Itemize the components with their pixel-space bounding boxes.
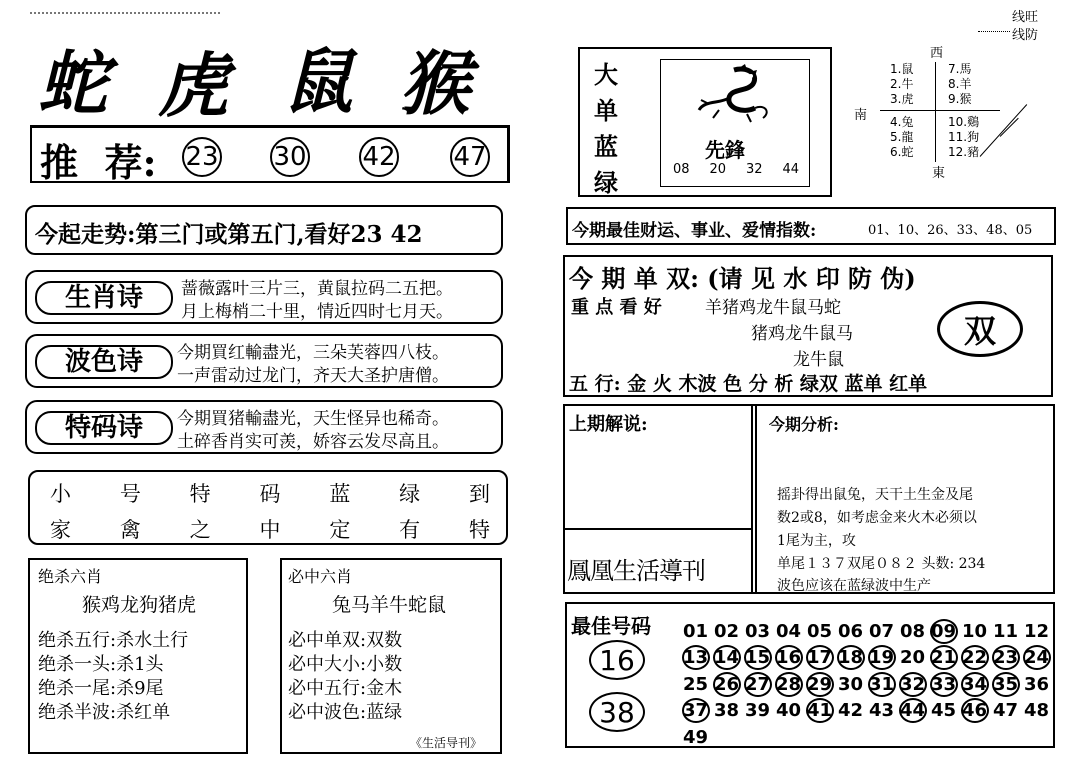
poem-line: 一声雷动过龙门，齐天大圣护唐僧。 bbox=[177, 366, 449, 386]
focus-line: 猪鸡龙牛鼠马 bbox=[751, 324, 853, 344]
analysis-line: 1尾为主，攻 bbox=[777, 533, 856, 549]
riddle-row bbox=[50, 514, 490, 544]
pioneer-side-char: 绿 bbox=[594, 168, 618, 197]
pioneer-number: 32 bbox=[745, 162, 763, 177]
number: 20 bbox=[899, 647, 926, 669]
zodiac-item: 11.狗 bbox=[948, 130, 980, 144]
pioneer-box bbox=[578, 47, 832, 197]
number: 39 bbox=[744, 700, 771, 722]
number-row bbox=[680, 645, 1052, 672]
riddle-char: 家 bbox=[50, 518, 71, 542]
pioneer-number: 08 bbox=[673, 162, 690, 177]
brand-text: 鳳凰生活導刊 bbox=[567, 557, 705, 585]
riddle-char: 蓝 bbox=[329, 482, 351, 506]
number: 04 bbox=[775, 620, 802, 642]
analysis-box bbox=[563, 404, 1055, 594]
number: 42 bbox=[837, 700, 864, 722]
recommend-number: 23 bbox=[182, 137, 222, 177]
top-right-dots bbox=[978, 31, 1010, 32]
focus-line: 龙牛鼠 bbox=[793, 350, 844, 370]
zodiac-item: 10.鷄 bbox=[948, 115, 980, 129]
number-row bbox=[680, 671, 1052, 698]
zodiac-item: 3.虎 bbox=[890, 92, 914, 106]
focus-line: 羊猪鸡龙牛鼠马蛇 bbox=[705, 298, 841, 318]
riddle-char: 特 bbox=[189, 482, 211, 506]
title-char: 鼠 bbox=[283, 40, 353, 123]
zodiac-item: 6.蛇 bbox=[890, 145, 914, 159]
wuxing-line: 五 行: 金 火 木波 色 分 析 绿双 蓝单 红单 bbox=[569, 373, 928, 395]
must-line: 必中五行:金木 bbox=[288, 678, 403, 699]
recommend-number: 30 bbox=[270, 137, 310, 177]
riddle-char: 中 bbox=[259, 518, 281, 542]
must-line: 必中单双:双数 bbox=[288, 630, 403, 651]
poem-box bbox=[25, 400, 503, 454]
analysis-divider bbox=[751, 406, 757, 592]
trend-text: 今起走势:第三门或第五门,看好23 42 bbox=[35, 221, 423, 248]
must-animals: 兔马羊牛蛇鼠 bbox=[332, 594, 447, 616]
poem-box bbox=[25, 334, 503, 388]
number: 12 bbox=[1023, 620, 1050, 642]
kill-line: 绝杀一尾:杀9尾 bbox=[38, 678, 164, 699]
number: 08 bbox=[899, 620, 926, 642]
top-right-note: 线防 bbox=[1012, 28, 1039, 43]
pioneer-side-char: 单 bbox=[594, 96, 618, 125]
riddle-char: 之 bbox=[189, 518, 211, 542]
riddle-char: 到 bbox=[468, 482, 490, 506]
must-line: 必中大小:小数 bbox=[288, 654, 403, 675]
top-left-marks bbox=[30, 12, 220, 16]
number: 07 bbox=[868, 620, 895, 642]
zodiac-item: 9.猴 bbox=[948, 92, 972, 106]
circled-number: 34 bbox=[961, 673, 988, 695]
must-line: 必中波色:蓝绿 bbox=[288, 702, 403, 723]
circled-number: 29 bbox=[806, 673, 833, 695]
compass-diagonal bbox=[1000, 118, 1019, 137]
circled-number: 33 bbox=[930, 673, 957, 695]
circled-number: 28 bbox=[775, 673, 802, 695]
must-title: 必中六肖 bbox=[288, 567, 353, 586]
kill-title: 绝杀六肖 bbox=[38, 567, 103, 586]
zodiac-item: 7.馬 bbox=[948, 62, 972, 76]
analysis-line: 数2或8，如考虑金来火木必须以 bbox=[777, 510, 977, 526]
poem-label: 生肖诗 bbox=[35, 281, 173, 315]
focus-label: 重 点 看 好 bbox=[571, 297, 662, 318]
riddle-char: 绿 bbox=[399, 482, 421, 506]
circled-number: 19 bbox=[868, 647, 895, 669]
best-pick: 16 bbox=[589, 640, 645, 680]
zodiac-item: 1.鼠 bbox=[890, 62, 914, 76]
zodiac-item: 4.兔 bbox=[890, 115, 914, 129]
compass-east: 東 bbox=[932, 166, 946, 181]
number: 06 bbox=[837, 620, 864, 642]
zodiac-compass bbox=[840, 40, 1040, 210]
pioneer-label: 先鋒 bbox=[705, 138, 745, 162]
circled-number: 23 bbox=[992, 647, 1019, 669]
circled-number: 31 bbox=[868, 673, 895, 695]
pioneer-number: 20 bbox=[709, 162, 727, 177]
top-right-note: 线旺 bbox=[1012, 10, 1039, 25]
riddle-char: 特 bbox=[468, 518, 490, 542]
riddle-char: 禽 bbox=[119, 518, 141, 542]
prev-label: 上期解说: bbox=[569, 414, 648, 435]
must-box bbox=[280, 558, 502, 754]
recommend-number: 47 bbox=[450, 137, 490, 177]
circled-number: 22 bbox=[961, 647, 988, 669]
kill-line: 绝杀半波:杀红单 bbox=[38, 702, 171, 723]
circled-number: 17 bbox=[806, 647, 833, 669]
kill-line: 绝杀五行:杀水土行 bbox=[38, 630, 189, 651]
title-char: 蛇 bbox=[38, 42, 108, 125]
pioneer-inner-frame bbox=[660, 59, 810, 187]
kill-box bbox=[28, 558, 248, 754]
fortune-values: 01、10、26、33、48、05 bbox=[868, 223, 1033, 238]
circled-number: 35 bbox=[992, 673, 1019, 695]
poem-line: 今期買红輸盡光，三朵芙蓉四八枝。 bbox=[177, 343, 449, 363]
circled-number: 24 bbox=[1023, 647, 1050, 669]
poem-label: 特码诗 bbox=[35, 411, 173, 445]
circled-number: 44 bbox=[899, 700, 926, 722]
number-row bbox=[680, 698, 1052, 725]
analysis-line: 摇卦得出鼠兔，天干土生金及尾 bbox=[777, 487, 973, 503]
pioneer-numbers bbox=[673, 162, 799, 177]
circled-number: 46 bbox=[961, 700, 988, 722]
trend-box bbox=[25, 205, 503, 255]
pioneer-side-char: 大 bbox=[594, 60, 618, 89]
circled-number: 37 bbox=[682, 700, 709, 722]
number: 03 bbox=[744, 620, 771, 642]
dragon-icon bbox=[689, 64, 779, 126]
zodiac-item: 2.牛 bbox=[890, 77, 914, 91]
circled-number: 15 bbox=[744, 647, 771, 669]
fortune-label: 今期最佳财运、事业、爱情指数: bbox=[572, 221, 817, 241]
number: 45 bbox=[930, 700, 957, 722]
number: 05 bbox=[806, 620, 833, 642]
number: 11 bbox=[992, 620, 1019, 642]
prev-underline bbox=[565, 528, 753, 530]
analysis-line: 单尾１３７双尾０８２ 头数: 234 bbox=[777, 556, 986, 572]
riddle-char: 码 bbox=[259, 482, 281, 506]
zodiac-item: 8.羊 bbox=[948, 77, 972, 91]
poem-label: 波色诗 bbox=[35, 345, 173, 379]
circled-number: 13 bbox=[682, 647, 709, 669]
pioneer-number: 44 bbox=[782, 162, 799, 177]
riddle-char: 定 bbox=[329, 518, 351, 542]
recommend-number: 42 bbox=[359, 137, 399, 177]
best-pick: 38 bbox=[589, 692, 645, 732]
number: 48 bbox=[1023, 700, 1050, 722]
must-footer: 《生活导刊》 bbox=[410, 736, 483, 750]
compass-west: 西 bbox=[930, 46, 944, 61]
recommend-label: 推 荐: bbox=[40, 140, 157, 185]
circled-number: 27 bbox=[744, 673, 771, 695]
number-row bbox=[680, 618, 1052, 645]
odd-even-badge: 双 bbox=[937, 301, 1023, 357]
riddle-char: 号 bbox=[119, 482, 141, 506]
cur-label: 今期分析: bbox=[769, 415, 839, 434]
compass-left-col bbox=[890, 62, 913, 160]
circled-number: 26 bbox=[713, 673, 740, 695]
pioneer-side-char: 蓝 bbox=[594, 132, 618, 161]
compass-vline bbox=[935, 62, 936, 162]
circled-number: 18 bbox=[837, 647, 864, 669]
circled-number: 32 bbox=[899, 673, 926, 695]
odd-even-title: 今 期 单 双: (请 见 水 印 防 伪) bbox=[569, 264, 916, 293]
number: 43 bbox=[868, 700, 895, 722]
poem-line: 蔷薇露叶三片三，黄鼠拉码二五把。 bbox=[181, 279, 453, 299]
number-row bbox=[680, 724, 1052, 751]
compass-right-col bbox=[948, 62, 979, 160]
number: 30 bbox=[837, 673, 864, 695]
zodiac-item: 5.龍 bbox=[890, 130, 914, 144]
poem-line: 月上梅梢二十里，情近四时七月天。 bbox=[181, 302, 453, 322]
title-char: 虎 bbox=[158, 44, 228, 127]
poem-line: 今期買猪輸盡光，天生怪异也稀奇。 bbox=[177, 409, 449, 429]
circled-number: 41 bbox=[806, 700, 833, 722]
kill-line: 绝杀一头:杀1头 bbox=[38, 654, 164, 675]
circled-number: 21 bbox=[930, 647, 957, 669]
number: 36 bbox=[1023, 673, 1050, 695]
number: 25 bbox=[682, 673, 709, 695]
number: 47 bbox=[992, 700, 1019, 722]
riddle-row bbox=[50, 478, 490, 508]
number: 49 bbox=[682, 726, 709, 748]
number: 10 bbox=[961, 620, 988, 642]
circled-number: 09 bbox=[930, 620, 957, 642]
recommend-box bbox=[30, 125, 510, 183]
number: 01 bbox=[682, 620, 709, 642]
odd-even-box bbox=[563, 255, 1053, 397]
circled-number: 14 bbox=[713, 647, 740, 669]
riddle-char: 小 bbox=[50, 482, 71, 506]
fortune-box bbox=[566, 207, 1056, 245]
title-char: 猴 bbox=[400, 42, 470, 125]
best-label: 最佳号码 bbox=[571, 614, 651, 638]
number-grid bbox=[680, 618, 1052, 751]
riddle-box bbox=[28, 470, 508, 545]
circled-number: 16 bbox=[775, 647, 802, 669]
zodiac-item: 12.豬 bbox=[948, 145, 980, 159]
compass-south: 南 bbox=[854, 108, 868, 123]
analysis-line: 波色应该在蓝绿波中生产 bbox=[777, 578, 931, 594]
kill-animals: 猴鸡龙狗猪虎 bbox=[82, 594, 197, 616]
riddle-char: 有 bbox=[399, 518, 421, 542]
number: 40 bbox=[775, 700, 802, 722]
poem-line: 土碎香肖实可羡，娇容云发尽高且。 bbox=[177, 432, 449, 452]
poem-box bbox=[25, 270, 503, 324]
number: 02 bbox=[713, 620, 740, 642]
number: 38 bbox=[713, 700, 740, 722]
